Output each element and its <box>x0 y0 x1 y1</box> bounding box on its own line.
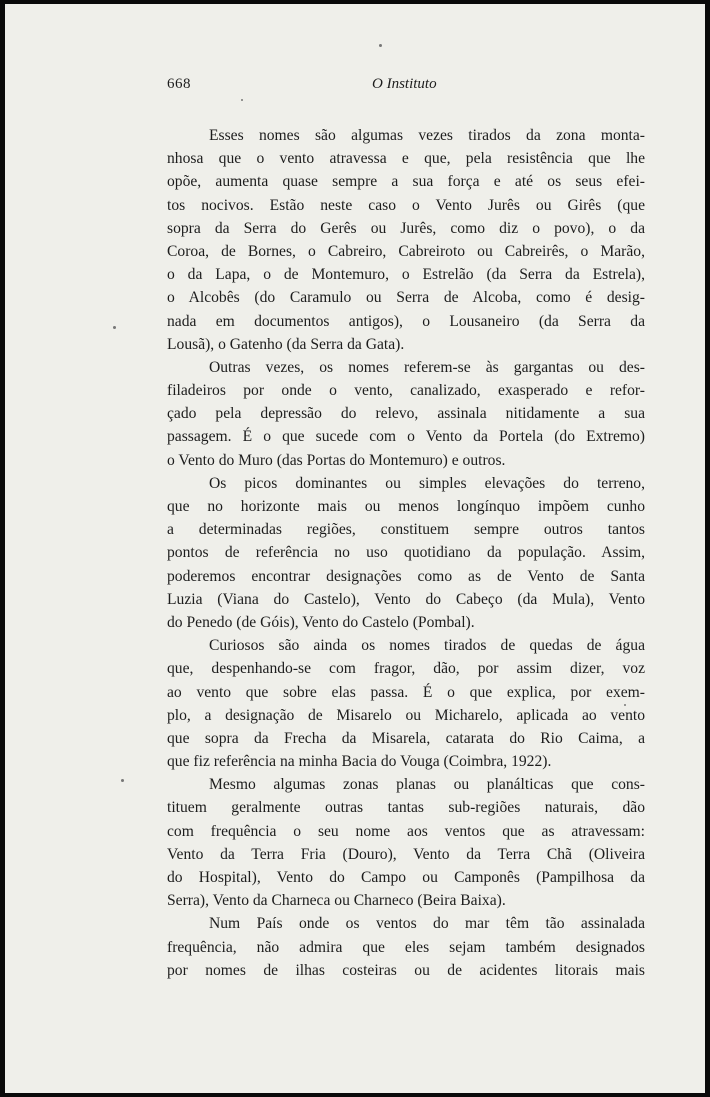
text-line: çado pela depressão do relevo, assinala nitidamente a sua <box>167 405 645 423</box>
text-line: opõe, aumenta quase sempre a sua força e até os seus efei- <box>167 173 645 191</box>
text-line: Mesmo algumas zonas planas ou planálticas que cons- <box>209 776 645 794</box>
text-line: plo, a designação de Misarelo ou Micharelo, aplicada ao vento <box>167 706 645 724</box>
text-line: que fiz referência na minha Bacia do Vouga (Coimbra, 1922). <box>167 753 552 771</box>
running-title: O Instituto <box>372 76 437 92</box>
text-line: com frequência o seu nome aos ventos que as atravessam: <box>167 822 645 840</box>
text-line: sopra da Serra do Gerês ou Jurês, como diz o povo), o da <box>167 219 645 237</box>
paragraph-6 <box>167 912 645 982</box>
text-line: Vento da Terra Fria (Douro), Vento da Terra Chã (Oliveira <box>167 845 645 863</box>
text-line: o Alcobês (do Caramulo ou Serra de Alcoba, como é desig- <box>167 289 645 307</box>
print-speck <box>379 44 382 47</box>
print-speck <box>121 779 124 782</box>
text-line: nada em documentos antigos), o Lousaneiro (da Serra da <box>167 312 645 330</box>
text-line: a determinadas regiões, constituem sempre outros tantos <box>167 521 645 539</box>
book-page <box>5 4 705 1093</box>
text-line: que sopra da Frecha da Misarela, catarata do Rio Caima, a <box>167 729 645 747</box>
text-line: o Vento do Muro (das Portas do Montemuro) e outros. <box>167 451 506 469</box>
text-line: ao vento que sobre elas passa. É o que explica, por exem- <box>167 683 645 701</box>
text-line: nhosa que o vento atravessa e que, pela resistência que lhe <box>167 150 645 168</box>
print-speck <box>113 326 116 329</box>
text-line: tos nocivos. Estão neste caso o Vento Jurês ou Girês (que <box>167 196 645 214</box>
text-line: do Penedo (de Góis), Vento do Castelo (Pombal). <box>167 613 475 631</box>
text-line: Serra), Vento da Charneca ou Charneco (Beira Baixa). <box>167 892 506 910</box>
text-line: pontos de referência no uso quotidiano da população. Assim, <box>167 544 645 562</box>
text-line: o da Lapa, o de Montemuro, o Estrelão (da Serra da Estrela), <box>167 266 645 284</box>
text-line: que no horizonte mais ou menos longínquo impõem cunho <box>167 498 645 515</box>
text-line: Outras vezes, os nomes referem-se às gargantas ou des- <box>209 358 645 376</box>
paragraph-3 <box>167 472 645 634</box>
text-line: Lousã), o Gatenho (da Serra da Gata). <box>167 335 405 353</box>
paragraph-2 <box>167 356 645 472</box>
body-text <box>167 124 645 982</box>
text-line: frequência, não admira que eles sejam também designados <box>167 938 645 956</box>
page-number: 668 <box>167 76 191 92</box>
text-line: Num País onde os ventos do mar têm tão assinalada <box>209 915 645 933</box>
text-line: passagem. É o que sucede com o Vento da Portela (do Extremo) <box>167 428 645 446</box>
text-line: por nomes de ilhas costeiras ou de acidentes litorais mais <box>167 961 645 979</box>
text-line: tituem geralmente outras tantas sub-regiões naturais, dão <box>167 799 645 817</box>
running-head <box>167 76 645 100</box>
paragraph-4 <box>167 634 645 773</box>
text-line: Esses nomes são algumas vezes tirados da zona monta- <box>209 127 645 144</box>
text-line: Curiosos são ainda os nomes tirados de quedas de água <box>209 637 645 655</box>
text-line: poderemos encontrar designações como as de Vento de Santa <box>167 567 645 585</box>
text-line: que, despenhando-se com fragor, dão, por assim dizer, voz <box>167 660 645 678</box>
text-line: do Hospital), Vento do Campo ou Camponês (Pampilhosa da <box>167 869 645 886</box>
text-line: filadeiros por onde o vento, canalizado, exasperado e refor- <box>167 382 645 400</box>
text-line: Coroa, de Bornes, o Cabreiro, Cabreiroto ou Cabreirês, o Marão, <box>167 242 645 260</box>
text-line: Luzia (Viana do Castelo), Vento do Cabeço (da Mula), Vento <box>167 590 645 608</box>
text-line: Os picos dominantes ou simples elevações do terreno, <box>209 474 645 492</box>
paragraph-5 <box>167 773 645 912</box>
paragraph-1 <box>167 124 645 356</box>
